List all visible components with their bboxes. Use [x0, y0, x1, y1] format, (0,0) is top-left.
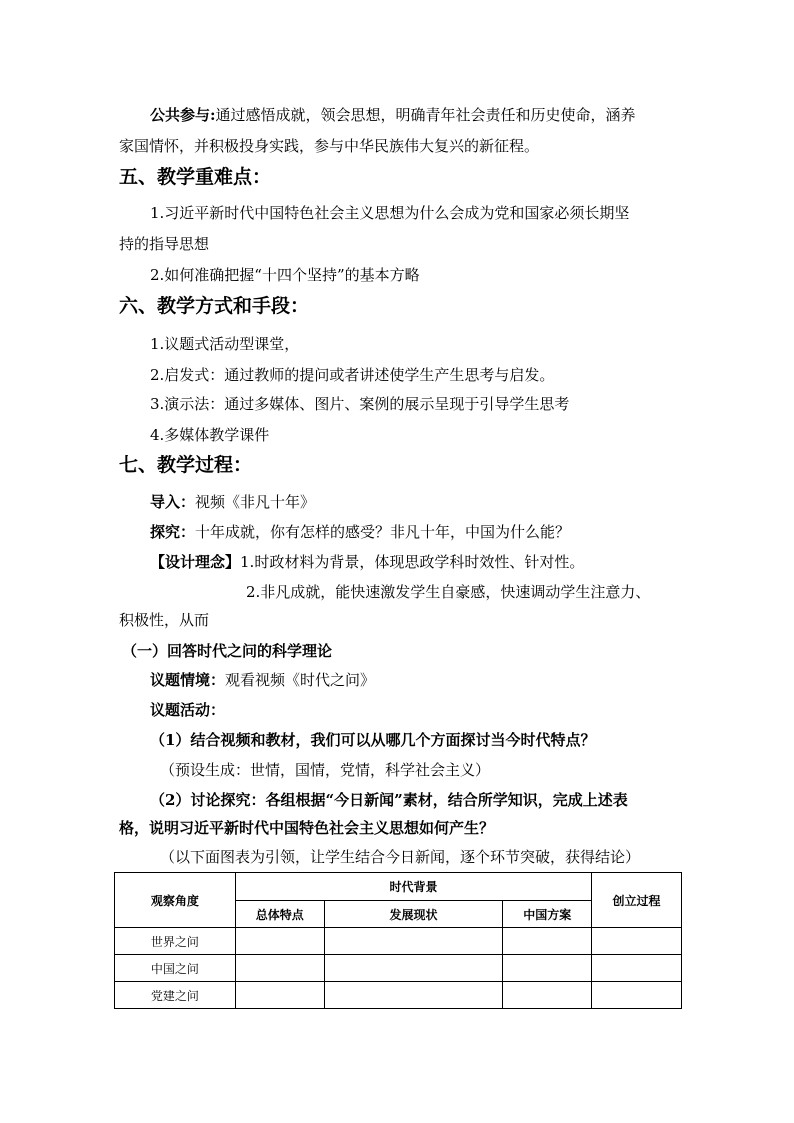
public-participation-label: 公共参与: — [150, 106, 216, 124]
table-cell — [503, 982, 592, 1009]
header-china-solution: 中国方案 — [503, 901, 592, 928]
explore-line: 探究：十年成就，你有怎样的感受？非凡十年，中国为什么能？ — [150, 523, 571, 541]
table-cell — [592, 955, 682, 982]
header-overall-features: 总体特点 — [235, 901, 324, 928]
table-cell — [235, 955, 324, 982]
table-cell — [592, 928, 682, 955]
table-cell — [235, 982, 324, 1009]
explore-label: 探究： — [150, 523, 196, 541]
table-cell — [324, 928, 503, 955]
row-label-world: 世界之问 — [115, 928, 236, 955]
table-cell — [235, 928, 324, 955]
public-participation-line2: 家国情怀，并积极投身实践，参与中华民族伟大复兴的新征程。 — [119, 137, 540, 155]
table-cell — [324, 982, 503, 1009]
header-founding-process: 创立过程 — [592, 873, 682, 928]
question1: （1）结合视频和教材，我们可以从哪几个方面探讨当今时代特点？ — [150, 731, 596, 749]
table-cell — [324, 955, 503, 982]
header-development-status: 发展现状 — [324, 901, 503, 928]
table-header-row — [115, 873, 682, 901]
section5-item1-line2: 持的指导思想 — [119, 235, 210, 253]
guide-text: （以下面图表为引领，让学生结合今日新闻，逐个环节突破，获得结论） — [160, 848, 641, 866]
part1-title: （一）回答时代之问的科学理论 — [122, 642, 333, 660]
situation-line: 议题情境：观看视频《时代之问》 — [150, 671, 376, 689]
table-row — [115, 982, 682, 1009]
design-line2: 2.非凡成就，能快速激发学生自豪感，快速调动学生注意力、 — [246, 583, 651, 601]
header-observation-angle: 观察角度 — [115, 873, 236, 928]
section7-heading: 七、教学过程： — [119, 454, 253, 476]
question2-line1: （2）讨论探究：各组根据“今日新闻”素材，结合所学知识，完成上述表 — [150, 791, 628, 809]
section6-item4: 4.多媒体教学课件 — [150, 426, 270, 444]
table-cell — [592, 982, 682, 1009]
observation-table — [114, 872, 682, 1009]
section5-heading: 五、教学重难点： — [119, 166, 272, 188]
design-line1: 【设计理念】1.时政材料为背景，体现思政学科时效性、针对性。 — [150, 553, 585, 571]
section5-item2: 2.如何准确把握“十四个坚持”的基本方略 — [150, 266, 420, 284]
section5-item1-line1: 1.习近平新时代中国特色社会主义思想为什么会成为党和国家必须长期坚 — [150, 204, 630, 222]
design-line3: 积极性，从而 — [119, 611, 210, 629]
section6-item1: 1.议题式活动型课堂， — [150, 335, 300, 353]
section6-item3: 3.演示法：通过多媒体、图片、案例的展示呈现于引导学生思考 — [150, 395, 570, 413]
row-label-party: 党建之问 — [115, 982, 236, 1009]
section6-item2: 2.启发式：通过教师的提问或者讲述使学生产生思考与启发。 — [150, 366, 555, 384]
row-label-china: 中国之问 — [115, 955, 236, 982]
table-cell — [503, 928, 592, 955]
public-participation-line1: 公共参与:通过感悟成就，领会思想，明确青年社会责任和历史使命，涵养 — [150, 106, 636, 124]
header-era-background: 时代背景 — [235, 873, 591, 901]
table-cell — [503, 955, 592, 982]
question2-line2: 格，说明习近平新时代中国特色社会主义思想如何产生？ — [119, 819, 495, 837]
table-row — [115, 928, 682, 955]
design-label: 【设计理念】 — [150, 553, 241, 571]
intro-line: 导入：视频《非凡十年》 — [150, 493, 316, 511]
intro-label: 导入： — [150, 493, 196, 511]
table-row — [115, 955, 682, 982]
section6-heading: 六、教学方式和手段： — [119, 295, 310, 317]
question1-preset: （预设生成：世情，国情，党情，科学社会主义） — [160, 761, 491, 779]
situation-label: 议题情境： — [150, 671, 226, 689]
activity-label: 议题活动： — [150, 701, 226, 719]
